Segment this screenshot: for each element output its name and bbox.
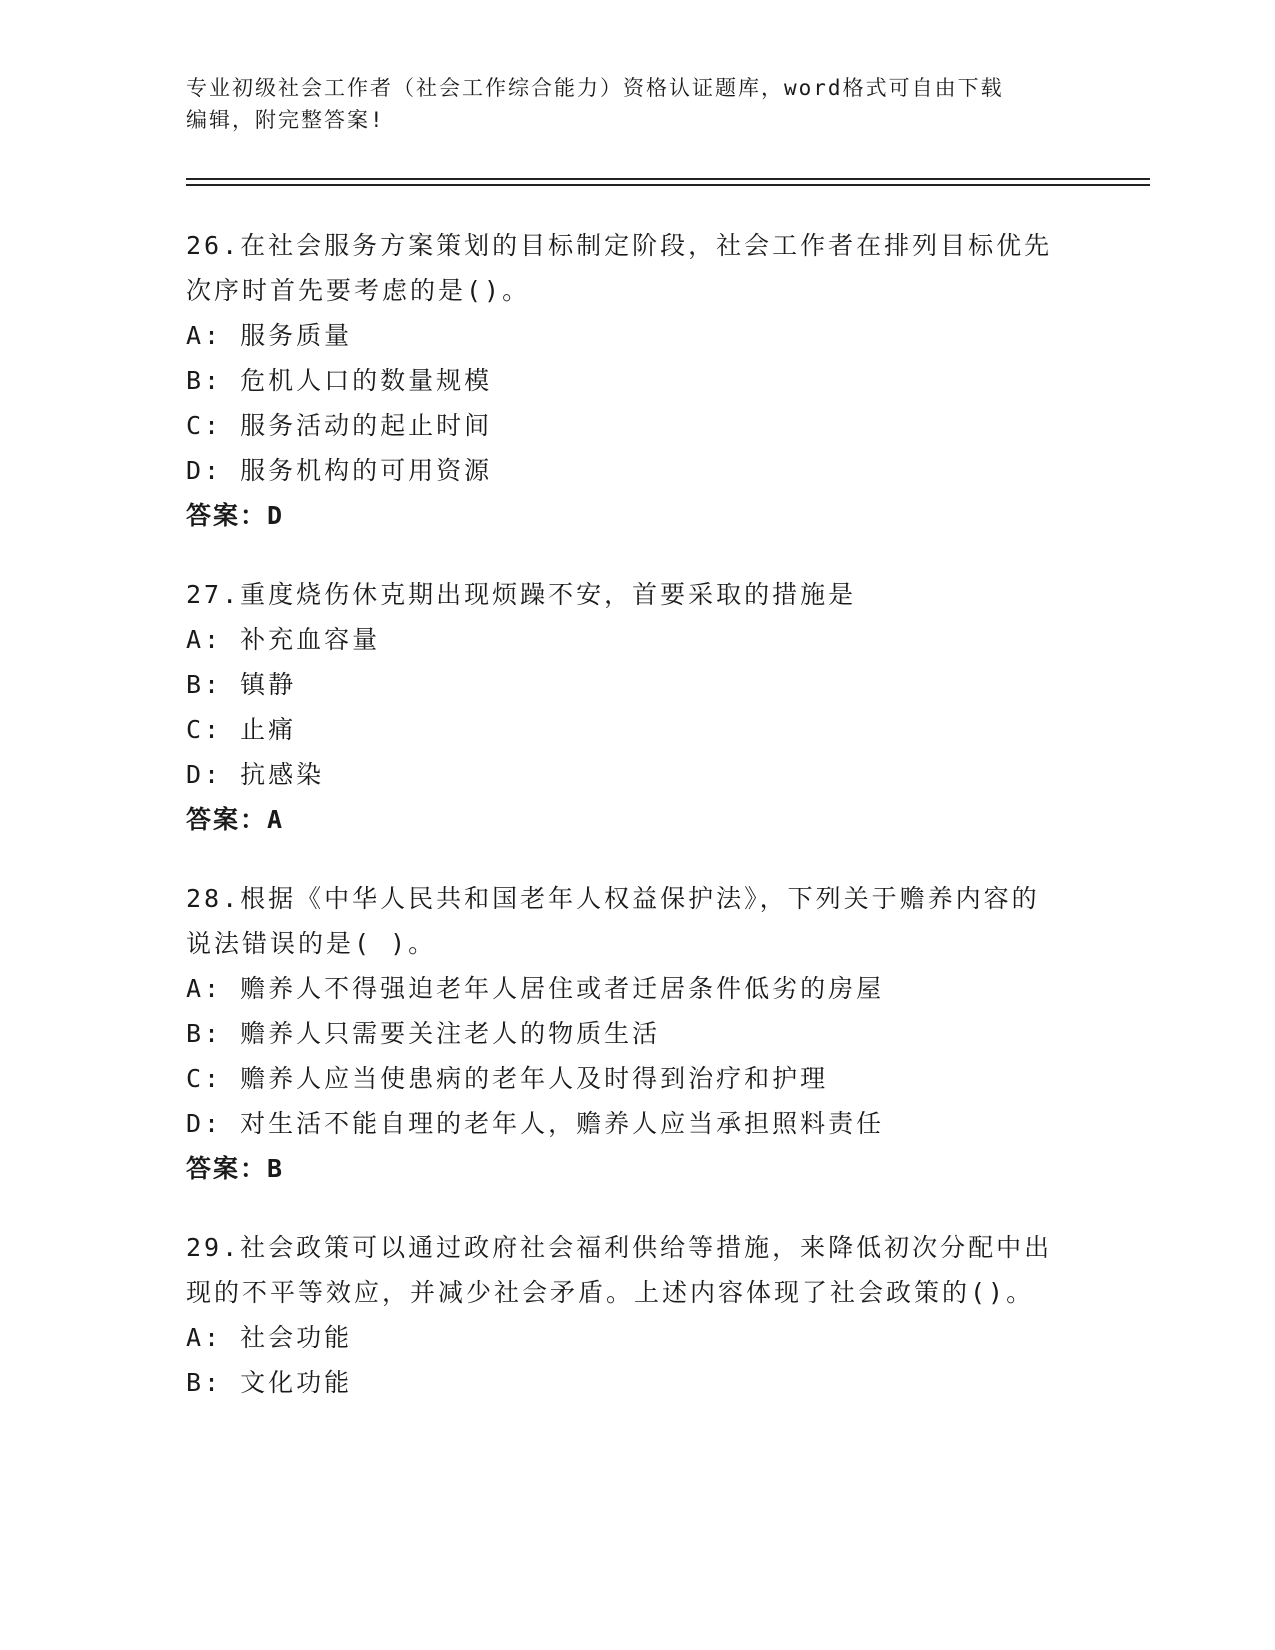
question-text-line: 28.根据《中华人民共和国老年人权益保护法》，下列关于赡养内容的: [186, 884, 1040, 913]
question-text-line: 29.社会政策可以通过政府社会福利供给等措施，来降低初次分配中出: [186, 1233, 1053, 1262]
question-26: [186, 223, 1086, 538]
option-a: A: 服务质量: [186, 321, 353, 350]
document-header: [186, 72, 1066, 136]
question-text-line: 26.在社会服务方案策划的目标制定阶段，社会工作者在排列目标优先: [186, 231, 1053, 260]
answer: 答案：B: [186, 1154, 285, 1183]
answer: 答案：D: [186, 501, 285, 530]
option-b: B: 赡养人只需要关注老人的物质生活: [186, 1019, 661, 1048]
header-line-2: 编辑，附完整答案!: [186, 108, 385, 132]
header-divider-top: [186, 178, 1150, 180]
option-c: C: 服务活动的起止时间: [186, 411, 493, 440]
option-c: C: 止痛: [186, 715, 297, 744]
option-b: B: 文化功能: [186, 1368, 353, 1397]
option-d: D: 抗感染: [186, 760, 325, 789]
option-b: B: 危机人口的数量规模: [186, 366, 493, 395]
option-d: D: 服务机构的可用资源: [186, 456, 493, 485]
option-d: D: 对生活不能自理的老年人，赡养人应当承担照料责任: [186, 1109, 885, 1138]
question-text-line: 现的不平等效应，并减少社会矛盾。上述内容体现了社会政策的()。: [186, 1278, 1035, 1307]
question-text-line: 说法错误的是( )。: [186, 929, 437, 958]
header-line-1: 专业初级社会工作者（社会工作综合能力）资格认证题库，word格式可自由下载: [186, 76, 1004, 100]
question-text-line: 次序时首先要考虑的是()。: [186, 276, 531, 305]
question-28: [186, 876, 1086, 1191]
option-a: A: 社会功能: [186, 1323, 353, 1352]
question-29: [186, 1225, 1086, 1405]
option-b: B: 镇静: [186, 670, 297, 699]
option-a: A: 赡养人不得强迫老年人居住或者迁居条件低劣的房屋: [186, 974, 885, 1003]
question-27: [186, 572, 1086, 842]
option-c: C: 赡养人应当使患病的老年人及时得到治疗和护理: [186, 1064, 829, 1093]
option-a: A: 补充血容量: [186, 625, 381, 654]
question-text-line: 27.重度烧伤休克期出现烦躁不安，首要采取的措施是: [186, 580, 857, 609]
header-divider-bottom: [186, 184, 1150, 186]
answer: 答案：A: [186, 805, 285, 834]
